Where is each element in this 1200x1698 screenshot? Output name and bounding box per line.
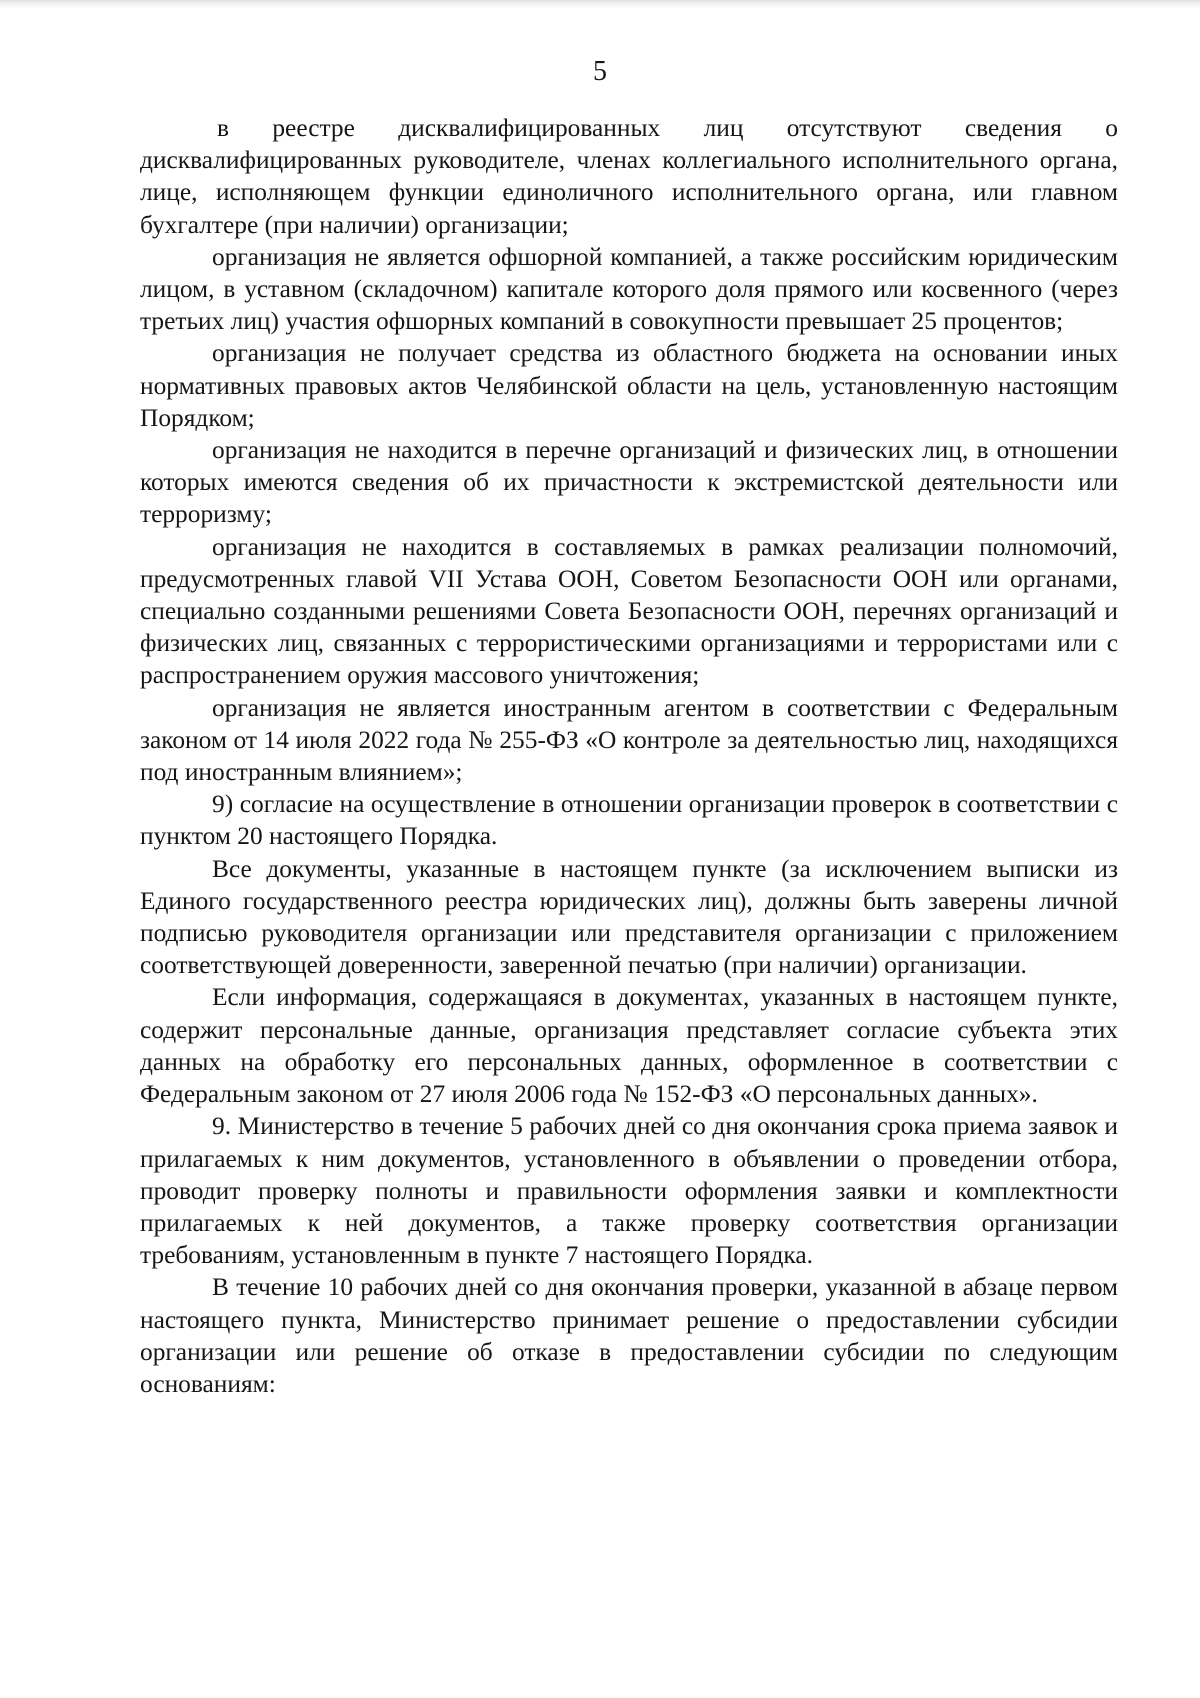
paragraph-regional-budget: организация не получает средства из областного бюджета на основании иных нормативных правовых актов Челябинской области на цель, установленную настоящим Порядком; (140, 339, 1118, 432)
paragraph-un-lists: организация не находится в составляемых в рамках реализации полномочий, предусмотренных главой VII Устава ООН, Советом Безопасности ООН или органами, специально созданными решениями Совета Безопасности ООН, перечнях организаций и физических лиц, связанных с террористическими организациями и террористами или с распространением оружия массового уничтожения; (140, 532, 1118, 690)
paragraph-item-9-consent: 9) согласие на осуществление в отношении организации проверок в соответствии с пунктом 20 настоящего Порядка. (140, 790, 1118, 851)
body-text (140, 112, 1118, 1400)
page-number: 5 (593, 56, 607, 87)
scan-edge (0, 0, 1200, 9)
paragraph-documents-certification: Все документы, указанные в настоящем пункте (за исключением выписки из Единого государственного реестра юридических лиц), должны быть заверены личной подписью руководителя организации или представителя организации с приложением соответствующей доверенности, заверенной печатью (при наличии) организации. (140, 854, 1118, 980)
paragraph-disqualified-registry: в реестре дисквалифицированных лиц отсутствуют сведения о дисквалифицированных руководителе, членах коллегиального исполнительного органа, лице, исполняющем функции единоличного исполнительного органа, или главном бухгалтере (при наличии) организации; (140, 114, 1118, 239)
paragraph-foreign-agent: организация не является иностранным агентом в соответствии с Федеральным законом от 14 июля 2022 года № 255-ФЗ «О контроле за деятельностью лиц, находящихся под иностранным влиянием»; (140, 693, 1118, 787)
paragraph-extremism-list: организация не находится в перечне организаций и физических лиц, в отношении которых имеются сведения об их причастности к экстремистской деятельности или терроризму; (140, 436, 1118, 529)
paragraph-personal-data: Если информация, содержащаяся в документах, указанных в настоящем пункте, содержит персональные данные, организация представляет согласие субъекта этих данных на обработку его персональных данных, оформленное в соответствии с Федеральным законом от 27 июля 2006 года № 152-ФЗ «О персональных данных». (140, 983, 1118, 1109)
paragraph-section-9: 9. Министерство в течение 5 рабочих дней со дня окончания срока приема заявок и прилагаемых к ним документов, установленного в объявлении о проведении отбора, проводит проверку полноты и правильности оформления заявки и комплектности прилагаемых к ней документов, а также проверку соответствия организации требованиям, установленным в пункте 7 настоящего Порядка. (140, 1112, 1118, 1270)
paragraph-decision: В течение 10 рабочих дней со дня окончания проверки, указанной в абзаце первом настоящего пункта, Министерство принимает решение о предоставлении субсидии организации или решение об отказе в предоставлении субсидии по следующим основаниям: (140, 1273, 1118, 1398)
paragraph-offshore: организация не является офшорной компанией, а также российским юридическим лицом, в уставном (складочном) капитале которого доля прямого или косвенного (через третьих лиц) участия офшорных компаний в совокупности превышает 25 процентов; (140, 242, 1118, 336)
